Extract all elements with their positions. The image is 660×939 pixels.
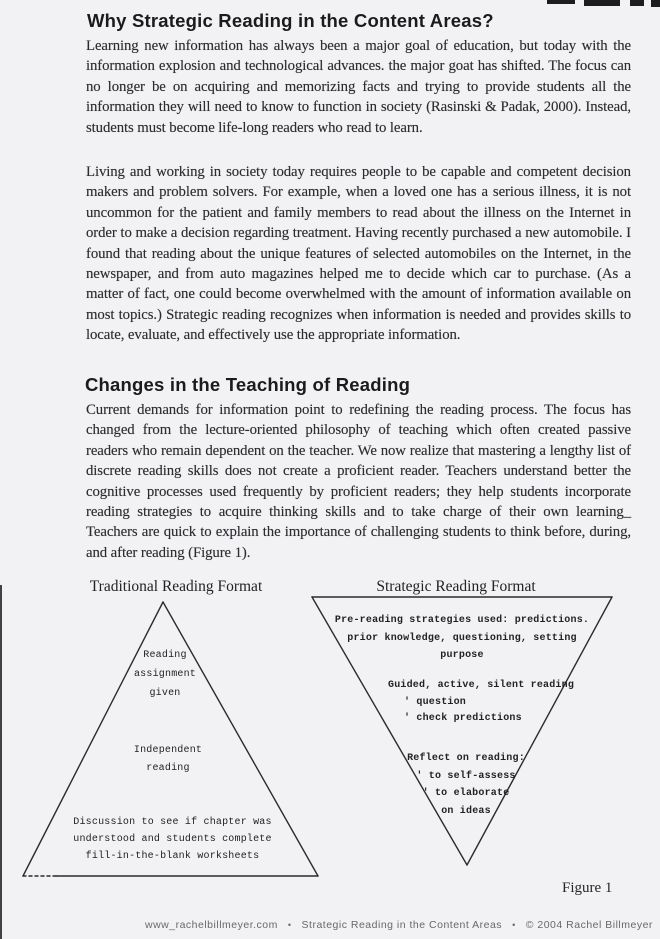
page-title: Why Strategic Reading in the Content Areas? — [87, 10, 494, 31]
strategic-format-label: Strategic Reading Format — [376, 578, 536, 595]
traditional-format-label: Traditional Reading Format — [89, 578, 263, 595]
scan-artifact — [584, 0, 620, 6]
stage-line: Reflect on reading: — [407, 753, 525, 764]
strategic-stage-1 — [330, 612, 594, 665]
footer-book-title: Strategic Reading in the Content Areas — [301, 919, 503, 931]
scan-artifact — [630, 0, 644, 6]
paragraph-living-working: Living and working in society today requires people to be capable and competent decision makers and problem solvers. For example, when a loved one has a serious illness, it is not uncommon for the patient and family members to read about the illness on the Internet in order to make a decision regarding treatment. Having recently purchased a new automobile. I found that reading about the unique features of selected automobiles on the Internet, in the newspaper, and from auto magazines helped me to decide which car to purchase. (As a matter of fact, one could become overwhelmed with the amount of information available on most topics.) Strategic reading recognizes when information is needed and provides skills to locate, evaluate, and effectively use the appropriate information. — [86, 164, 631, 344]
stage-bullet-line: ' question — [404, 696, 467, 708]
stage-line: Discussion to see if chapter was — [73, 817, 272, 828]
stage-line: reading — [146, 763, 190, 774]
stage-line: understood and students complete — [73, 834, 272, 845]
strategic-stage-3 — [366, 750, 566, 820]
traditional-stage-1 — [105, 646, 225, 703]
stage-line: assignment — [133, 669, 196, 680]
stage-line: purpose — [440, 650, 484, 661]
traditional-stage-2 — [105, 742, 231, 778]
paragraph-intro: Learning new information has always been a major goal of education, but today with the information explosion and technological advances. the major goat has shifted. The focus can no longer be on acquiring and memorizing facts and trying to provide students all the information they will need to know to function in society (Rasinski & Padak, 2000). Instead, students must become life-long readers who read to learn. — [86, 38, 631, 136]
footer-separator: • — [512, 920, 516, 930]
footer-copyright: © 2004 Rachel Billmeyer — [525, 919, 653, 931]
stage-line: Reading — [143, 650, 187, 661]
figure-caption: Figure 1 — [562, 880, 613, 896]
stage-line: prior knowledge, questioning, setting — [347, 632, 577, 644]
stage-line: fill-in-the-blank worksheets — [85, 851, 260, 862]
page-footer — [145, 919, 660, 931]
scan-artifact — [651, 0, 660, 7]
traditional-stage-3 — [50, 814, 295, 865]
stage-bullet-line: ' check predictions — [404, 713, 522, 724]
footer-separator: • — [287, 920, 292, 930]
footer-website: www_rachelbillmeyer.com — [145, 919, 278, 931]
stage-line: given — [149, 688, 181, 699]
stage-bullet-line: ' to elaborate — [422, 788, 510, 799]
scan-artifact — [547, 0, 575, 4]
strategic-stage-2 — [388, 678, 578, 728]
stage-line: on ideas — [441, 805, 491, 817]
stage-line: Guided, active, silent reading — [388, 680, 575, 691]
paragraph-current-demands: Current demands for information point to redefining the reading process. The focus has changed from the lecture-oriented philosophy of teaching which often created passive readers who remain dependent on the teacher. We now realize that mastering a lengthy list of discrete reading skills does not create a proficient reader. Teachers understand better the cognitive processes used frequently by proficient readers; they help students incorporate reading strategies to acquire thinking skills and to take charge of their own learning_ Teachers are quick to explain the importance of challenging students to think before, during, and after reading (Figure 1). — [86, 402, 631, 561]
stage-bullet-line: ' to self-assess — [416, 770, 516, 782]
section-heading-changes: Changes in the Teaching of Reading — [85, 374, 411, 395]
stage-line: Independent — [133, 745, 203, 756]
stage-line: Pre-reading strategies used: predictions. — [334, 615, 590, 626]
